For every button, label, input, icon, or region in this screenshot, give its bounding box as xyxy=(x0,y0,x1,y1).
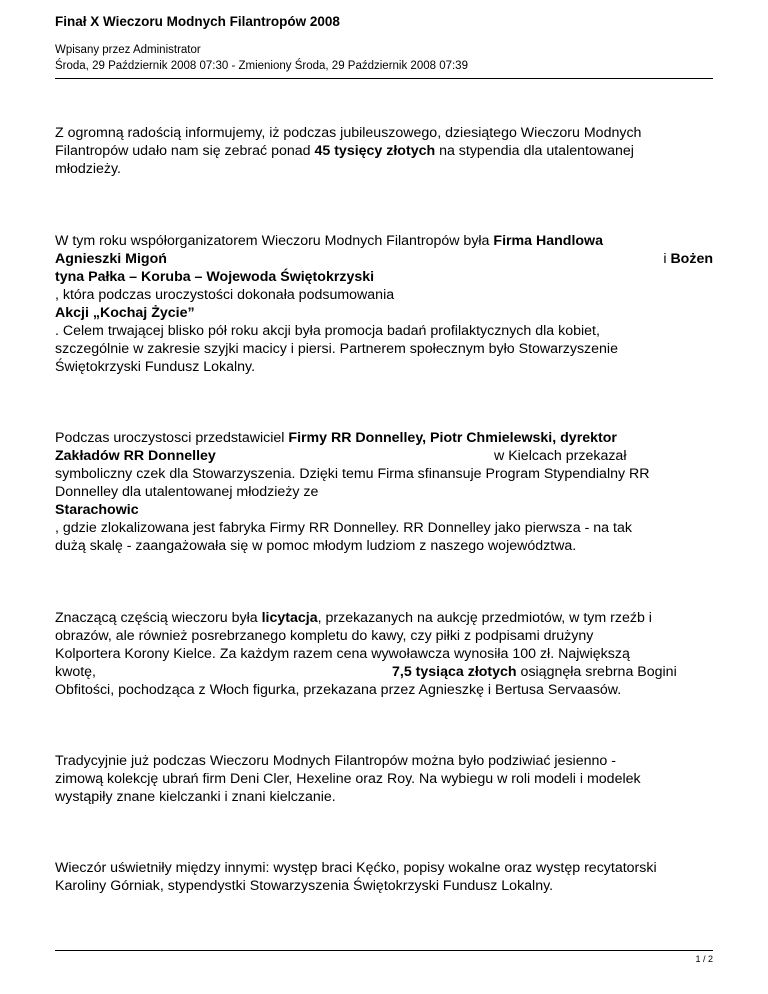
paragraph-4-line-2: obrazów, ale również posrebrzanego kompletu do kawy, czy piłki z podpisami drużyny xyxy=(55,628,594,644)
text-run: Znaczącą częścią wieczoru była xyxy=(55,610,262,626)
article-dates: Środa, 29 Październik 2008 07:30 - Zmieniony Środa, 29 Październik 2008 07:39 xyxy=(55,60,468,72)
amount-bold: 7,5 tysiąca złotych xyxy=(392,664,517,680)
text-run: kwotę, xyxy=(55,664,97,680)
city-bold: Starachowic xyxy=(55,502,139,518)
paragraph-3-line-3: symboliczny czek dla Stowarzyszenia. Dzięki temu Firma sfinansuje Program Stypendialny RR xyxy=(55,466,650,482)
paragraph-3-line-6: , gdzie zlokalizowana jest fabryka Firmy RR Donnelley. RR Donnelley jako pierwsza - na tak xyxy=(55,520,632,536)
paragraph-2-line-5 xyxy=(55,304,713,322)
paragraph-5-line-1: Tradycyjnie już podczas Wieczoru Modnych Filantropów można było podziwiać jesienno - xyxy=(55,753,616,769)
paragraph-3-line-4: Donnelley dla utalentowanej młodzieży ze xyxy=(55,484,319,500)
text-run: Podczas uroczystosci przedstawiciel xyxy=(55,430,289,446)
paragraph-1-line-2 xyxy=(55,142,713,160)
text-run: i xyxy=(663,251,671,267)
amount-bold: 45 tysięcy złotych xyxy=(314,143,436,159)
paragraph-2-line-4: , która podczas uroczystości dokonała podsumowania xyxy=(55,287,395,303)
paragraph-3-line-5 xyxy=(55,501,713,519)
company-bold: Firma Handlowa xyxy=(493,233,603,249)
paragraph-3-line-2 xyxy=(55,447,713,465)
name-bold: Bożen xyxy=(670,251,713,267)
paragraph-1-line-3: młodzieży. xyxy=(55,161,121,177)
company-bold: Agnieszki Migoń xyxy=(55,251,167,267)
paragraph-4-line-5: Obfitości, pochodząca z Włoch figurka, przekazana przez Agnieszkę i Bertusa Servaasów. xyxy=(55,682,622,698)
article-title: Finał X Wieczoru Modnych Filantropów 2008 xyxy=(55,14,340,29)
paragraph-6-line-2: Karoliny Górniak, stypendystki Stowarzyszenia Świętokrzyski Fundusz Lokalny. xyxy=(55,878,554,894)
paragraph-2-line-1 xyxy=(55,232,713,250)
text-run: , przekazanych na aukcję przedmiotów, w tym rzeźb i xyxy=(317,610,652,626)
paragraph-2-line-3 xyxy=(55,268,713,286)
paragraph-1-line-1: Z ogromną radością informujemy, iż podczas jubileuszowego, dziesiątego Wieczoru Modnych xyxy=(55,125,642,141)
paragraph-5-line-2: zimową kolekcję ubrań firm Deni Cler, Hexeline oraz Roy. Na wybiegu w roli modeli i modelek xyxy=(55,771,641,787)
text-run xyxy=(663,250,713,268)
footer-divider xyxy=(55,950,713,951)
text-run: W tym roku współorganizatorem Wieczoru Modnych Filantropów była xyxy=(55,233,494,249)
paragraph-4-line-3: Kolportera Korony Kielce. Za każdym razem cena wywoławcza wynosiła 100 zł. Największą xyxy=(55,646,630,662)
paragraph-2-line-8: Świętokrzyski Fundusz Lokalny. xyxy=(55,359,256,375)
paragraph-5-line-3: wystąpiły znane kielczanki i znani kielczanie. xyxy=(55,789,336,805)
text-run: Filantropów udało nam się zebrać ponad xyxy=(55,143,315,159)
text-run: osiągnęła srebrna Bogini xyxy=(516,664,677,680)
paragraph-2-line-6: . Celem trwającej blisko pół roku akcji była promocja badań profilaktycznych dla kobiet, xyxy=(55,323,600,339)
page-number: 1 / 2 xyxy=(695,954,713,964)
campaign-bold: Akcji „Kochaj Życie” xyxy=(55,305,195,321)
paragraph-4-line-1 xyxy=(55,609,713,627)
text-run: w Kielcach przekazał xyxy=(494,448,627,464)
paragraph-2-line-2 xyxy=(55,250,713,268)
paragraph-2-line-7: szczególnie w zakresie szyjki macicy i piersi. Partnerem społecznym było Stowarzyszenie xyxy=(55,341,618,357)
paragraph-3-line-7: dużą skalę - zaangażowała się w pomoc młodym ludziom z naszego województwa. xyxy=(55,538,577,554)
header-divider xyxy=(55,78,713,79)
text-run: na stypendia dla utalentowanej xyxy=(435,143,634,159)
text-run xyxy=(392,663,677,681)
paragraph-4-line-4 xyxy=(55,663,713,681)
name-bold: tyna Pałka – Koruba – Wojewoda Świętokrzyski xyxy=(55,269,375,285)
company-bold: Firmy RR Donnelley, Piotr Chmielewski, dyrektor xyxy=(288,430,617,446)
auction-bold: licytacja xyxy=(261,610,318,626)
company-bold: Zakładów RR Donnelley xyxy=(55,448,216,464)
article-author: Wpisany przez Administrator xyxy=(55,44,201,56)
paragraph-3-line-1 xyxy=(55,429,713,447)
paragraph-6-line-1: Wieczór uświetniły między innymi: występ braci Kęćko, popisy wokalne oraz występ recytatorski xyxy=(55,860,657,876)
